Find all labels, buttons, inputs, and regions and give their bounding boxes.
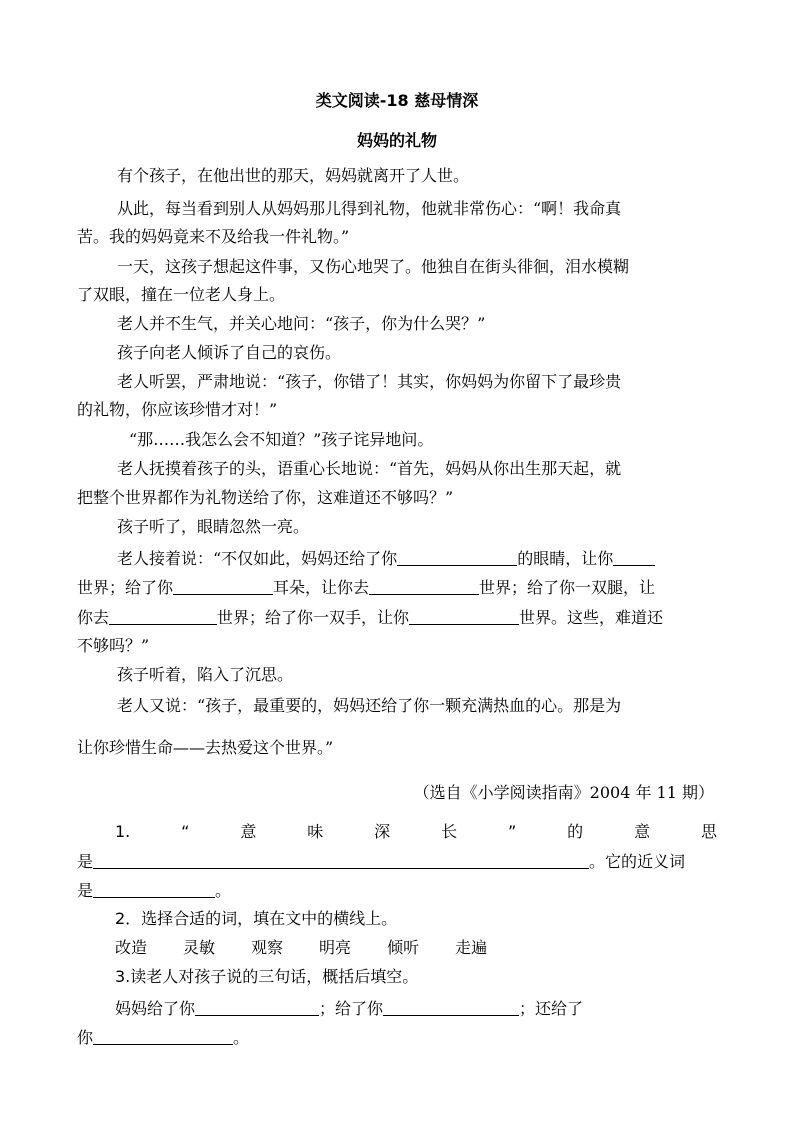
word-option: 观察	[251, 938, 284, 957]
answer-blank[interactable]	[383, 998, 519, 1016]
paragraph-line: 了双眼，撞在一位老人身上。	[77, 285, 286, 304]
answer-blank[interactable]	[93, 1027, 233, 1045]
question-2: 2．选择合适的词，填在文中的横线上。	[115, 909, 398, 928]
answer-blank[interactable]	[93, 851, 589, 869]
answer-blank[interactable]	[397, 548, 517, 566]
paragraph-line: 老人又说：“孩子，最重要的，妈妈还给了你一颗充满热血的心。那是为	[117, 696, 622, 715]
word-option: 改造	[115, 938, 148, 957]
answer-blank[interactable]	[109, 607, 217, 625]
answer-blank[interactable]	[613, 548, 655, 566]
story-title: 妈妈的礼物	[356, 131, 437, 150]
paragraph-line: 从此，每当看到别人从妈妈那儿得到礼物，他就非常伤心：“啊！我命真	[117, 199, 622, 218]
answer-blank[interactable]	[369, 577, 479, 595]
paragraph-line: 老人听罢，严肃地说：“孩子，你错了！其实，你妈妈为你留下了最珍贵	[117, 372, 622, 391]
paragraph-line: 的礼物，你应该珍惜才对！”	[77, 400, 278, 419]
question-1-line: 是 。它的近义词	[77, 852, 686, 871]
word-option: 明亮	[319, 938, 352, 957]
answer-blank[interactable]	[93, 880, 215, 898]
paragraph-line: 苦。我的妈妈竟来不及给我一件礼物。”	[77, 227, 350, 246]
word-option: 灵敏	[183, 938, 216, 957]
question-3-line: 你 。	[77, 1028, 250, 1047]
word-option: 倾听	[387, 938, 420, 957]
paragraph-line: 孩子向老人倾诉了自己的哀伤。	[117, 343, 342, 362]
page-title: 类文阅读-18 慈母情深	[315, 91, 479, 110]
paragraph-line: 孩子听了，眼睛忽然一亮。	[117, 517, 310, 536]
source-citation: （选自《小学阅读指南》2004 年 11 期）	[413, 783, 714, 802]
paragraph-line: 孩子听着，陷入了沉思。	[117, 665, 294, 684]
paragraph-line: 不够吗？”	[77, 636, 150, 655]
paragraph-line: 把整个世界都作为礼物送给了你，这难道还不够吗？”	[77, 488, 454, 507]
fill-in-line: 老人接着说：“不仅如此，妈妈还给了你 的眼睛，让你	[77, 548, 757, 569]
question-3: 3.读老人对孩子说的三句话，概括后填空。	[115, 967, 419, 986]
fill-in-line: 世界；给了你 耳朵，让你去 世界；给了你一双腿，让	[77, 578, 656, 597]
paragraph-line: “那……我怎么会不知道？”孩子诧异地问。	[129, 430, 434, 449]
word-options	[77, 938, 755, 958]
answer-blank[interactable]	[173, 577, 273, 595]
question-1-line: 是 。	[77, 881, 232, 900]
fill-in-line: 你去 世界；给了你一双手，让你 世界。这些，难道还	[77, 608, 664, 627]
answer-blank[interactable]	[409, 607, 519, 625]
question-1-line: 1. “ 意 味 深 长 ” 的 意 思	[115, 822, 717, 841]
question-3-line: 妈妈给了你 ；给了你 ；还给了	[115, 999, 584, 1018]
paragraph-line: 有个孩子，在他出世的那天，妈妈就离开了人世。	[117, 166, 470, 185]
paragraph-line: 让你珍惜生命——去热爱这个世界。”	[77, 738, 334, 757]
word-option: 走遍	[455, 938, 488, 957]
paragraph-line: 老人并不生气，并关心地问：“孩子，你为什么哭？”	[117, 314, 486, 333]
paragraph-line: 一天，这孩子想起这件事，又伤心地哭了。他独自在街头徘徊，泪水模糊	[117, 257, 630, 276]
answer-blank[interactable]	[195, 998, 319, 1016]
paragraph-line: 老人抚摸着孩子的头，语重心长地说：“首先，妈妈从你出生那天起，就	[117, 459, 622, 478]
